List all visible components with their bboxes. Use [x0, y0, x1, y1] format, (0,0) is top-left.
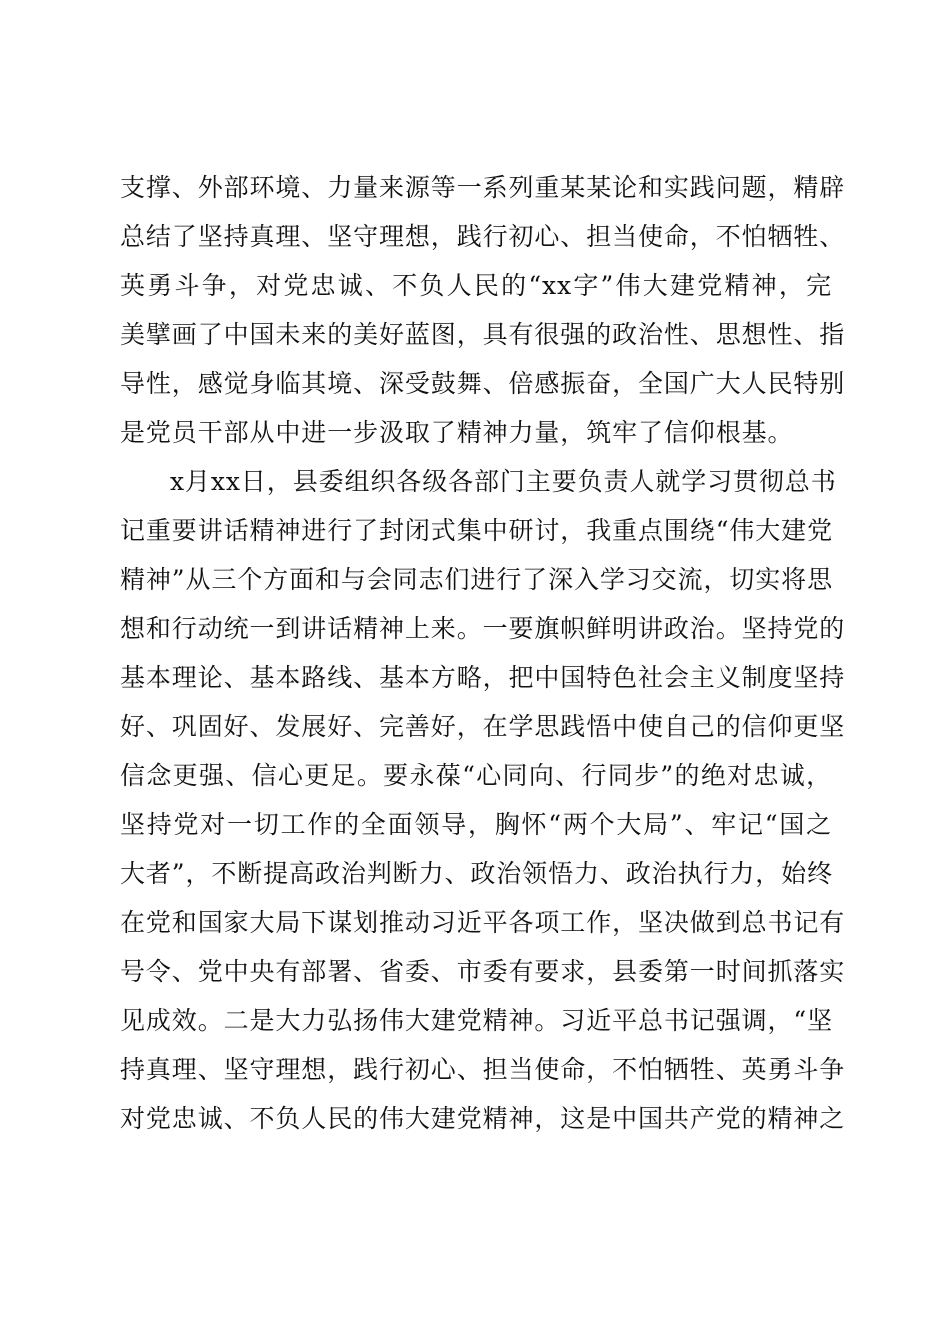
text-line: 大者”，不断提高政治判断力、政治领悟力、政治执行力，始终 — [120, 859, 833, 888]
text-line: 好、巩固好、发展好、完善好，在学思践悟中使自己的信仰更坚 — [120, 712, 846, 741]
text-line: 导性，感觉身临其境、深受鼓舞、倍感振奋，全国广大人民特别 — [120, 369, 846, 398]
text-line: 美擘画了中国未来的美好蓝图，具有很强的政治性、思想性、指 — [120, 320, 846, 349]
text-line: 想和行动统一到讲话精神上来。一要旗帜鲜明讲政治。坚持党的 — [120, 614, 846, 643]
text-line: 对党忠诚、不负人民的伟大建党精神，这是中国共产党的精神之 — [120, 1104, 846, 1133]
text-line: 英勇斗争，对党忠诚、不负人民的“xx字”伟大建党精神，完 — [120, 271, 832, 300]
text-line: 在党和国家大局下谋划推动习近平各项工作，坚决做到总书记有 — [120, 908, 846, 937]
text-line: 号令、党中央有部署、省委、市委有要求，县委第一时间抓落实 — [120, 957, 846, 986]
text-line: 见成效。二是大力弘扬伟大建党精神。习近平总书记强调，“坚 — [120, 1006, 833, 1035]
text-line: 总结了坚持真理、坚守理想，践行初心、担当使命，不怕牺牲、 — [120, 222, 846, 251]
text-line: x月xx日，县委组织各级各部门主要负责人就学习贯彻总书 — [170, 467, 837, 496]
text-line: 持真理、坚守理想，践行初心、担当使命，不怕牺牲、英勇斗争 — [120, 1055, 846, 1084]
text-line: 精神”从三个方面和与会同志们进行了深入学习交流，切实将思 — [120, 565, 833, 594]
text-line: 支撑、外部环境、力量来源等一系列重某某论和实践问题，精辟 — [120, 173, 846, 202]
text-line: 基本理论、基本路线、基本方略，把中国特色社会主义制度坚持 — [120, 663, 846, 692]
text-line: 是党员干部从中进一步汲取了精神力量，筑牢了信仰根基。 — [120, 418, 794, 447]
body-text — [120, 163, 846, 1143]
text-line: 记重要讲话精神进行了封闭式集中研讨，我重点围绕“伟大建党 — [120, 516, 833, 545]
text-line: 坚持党对一切工作的全面领导，胸怀“两个大局”、牢记“国之 — [120, 810, 832, 839]
text-line: 信念更强、信心更足。要永葆“心同向、行同步”的绝对忠诚， — [120, 761, 832, 790]
